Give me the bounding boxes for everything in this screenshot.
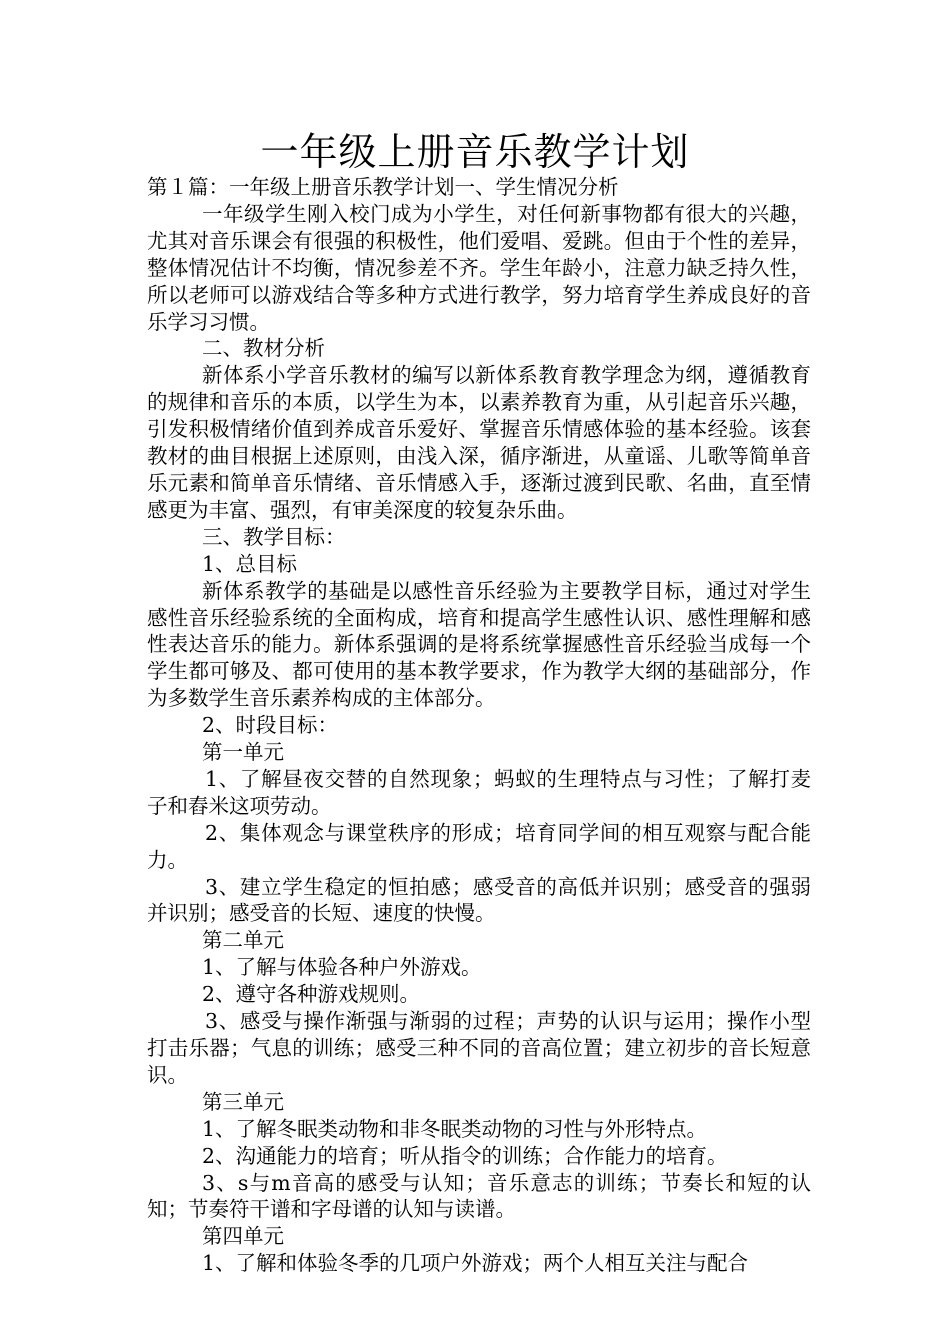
unit-2-item-1: 1、了解与体验各种户外游戏。 bbox=[202, 955, 482, 980]
subheading-overall-goal: 1、总目标 bbox=[202, 551, 298, 576]
unit-1-item-3: 3、建立学生稳定的恒拍感；感受音的高低并识别；感受音的强弱并识别；感受音的长短、速度的快慢。 bbox=[147, 874, 811, 926]
unit-2-item-3: 3、感受与操作渐强与渐弱的过程；声势的认识与运用；操作小型打击乐器；气息的训练；感受三种不同的音高位置；建立初步的音长短意识。 bbox=[147, 1009, 811, 1087]
section-heading-student-analysis: 第１篇：一年级上册音乐教学计划一、学生情况分析 bbox=[147, 175, 619, 199]
unit-heading-1: 第一单元 bbox=[202, 740, 284, 765]
subheading-period-goals: 2、时段目标： bbox=[202, 713, 339, 738]
unit-heading-4: 第四单元 bbox=[202, 1224, 284, 1249]
unit-3-item-2: 2、沟通能力的培育；听从指令的训练；合作能力的培育。 bbox=[202, 1143, 728, 1168]
unit-3-item-3: 3、s与m音高的感受与认知；音乐意志的训练；节奏长和短的认知；节奏符干谱和字母谱的认知与读谱。 bbox=[147, 1170, 811, 1222]
paragraph-overall-goal: 新体系教学的基础是以感性音乐经验为主要教学目标，通过对学生感性音乐经验系统的全面构成，培育和提高学生感性认识、感性理解和感性表达音乐的能力。新体系强调的是将系统掌握感性音乐经验当成每一个学生都可够及、都可使用的基本教学要求，作为教学大纲的基础部分，作为多数学生音乐素养构成的主体部分。 bbox=[147, 578, 811, 711]
section-heading-textbook-analysis: 二、教材分析 bbox=[202, 336, 325, 361]
unit-3-item-1: 1、了解冬眠类动物和非冬眠类动物的习性与外形特点。 bbox=[202, 1116, 708, 1141]
unit-2-item-2: 2、遵守各种游戏规则。 bbox=[202, 982, 421, 1007]
unit-heading-2: 第二单元 bbox=[202, 928, 284, 953]
unit-4-item-1: 1、了解和体验冬季的几项户外游戏；两个人相互关注与配合 bbox=[202, 1251, 749, 1276]
paragraph-textbook-analysis: 新体系小学音乐教材的编写以新体系教育教学理念为纲，遵循教育的规律和音乐的本质，以学生为本，以素养教育为重，从引起音乐兴趣，引发积极情绪价值到养成音乐爱好、掌握音乐情感体验的基本经验。该套教材的曲目根据上述原则，由浅入深，循序渐进，从童谣、儿歌等简单音乐元素和简单音乐情绪、音乐情感入手，逐渐过渡到民歌、名曲，直至情感更为丰富、强烈，有审美深度的较复杂乐曲。 bbox=[147, 363, 811, 522]
unit-1-item-1: 1、了解昼夜交替的自然现象；蚂蚁的生理特点与习性；了解打麦子和舂米这项劳动。 bbox=[147, 766, 811, 818]
section-heading-teaching-goals: 三、教学目标： bbox=[202, 524, 346, 549]
document-title: 一年级上册音乐教学计划 bbox=[260, 130, 690, 174]
unit-1-item-2: 2、集体观念与课堂秩序的形成；培育同学间的相互观察与配合能力。 bbox=[147, 820, 811, 872]
unit-heading-3: 第三单元 bbox=[202, 1089, 284, 1114]
paragraph-student-analysis: 一年级学生刚入校门成为小学生，对任何新事物都有很大的兴趣，尤其对音乐课会有很强的积极性，他们爱唱、爱跳。但由于个性的差异，整体情况估计不均衡，情况参差不齐。学生年龄小，注意力缺乏持久性，所以老师可以游戏结合等多种方式进行教学，努力培育学生养成良好的音乐学习习惯。 bbox=[147, 201, 811, 334]
document-body bbox=[147, 174, 811, 1277]
